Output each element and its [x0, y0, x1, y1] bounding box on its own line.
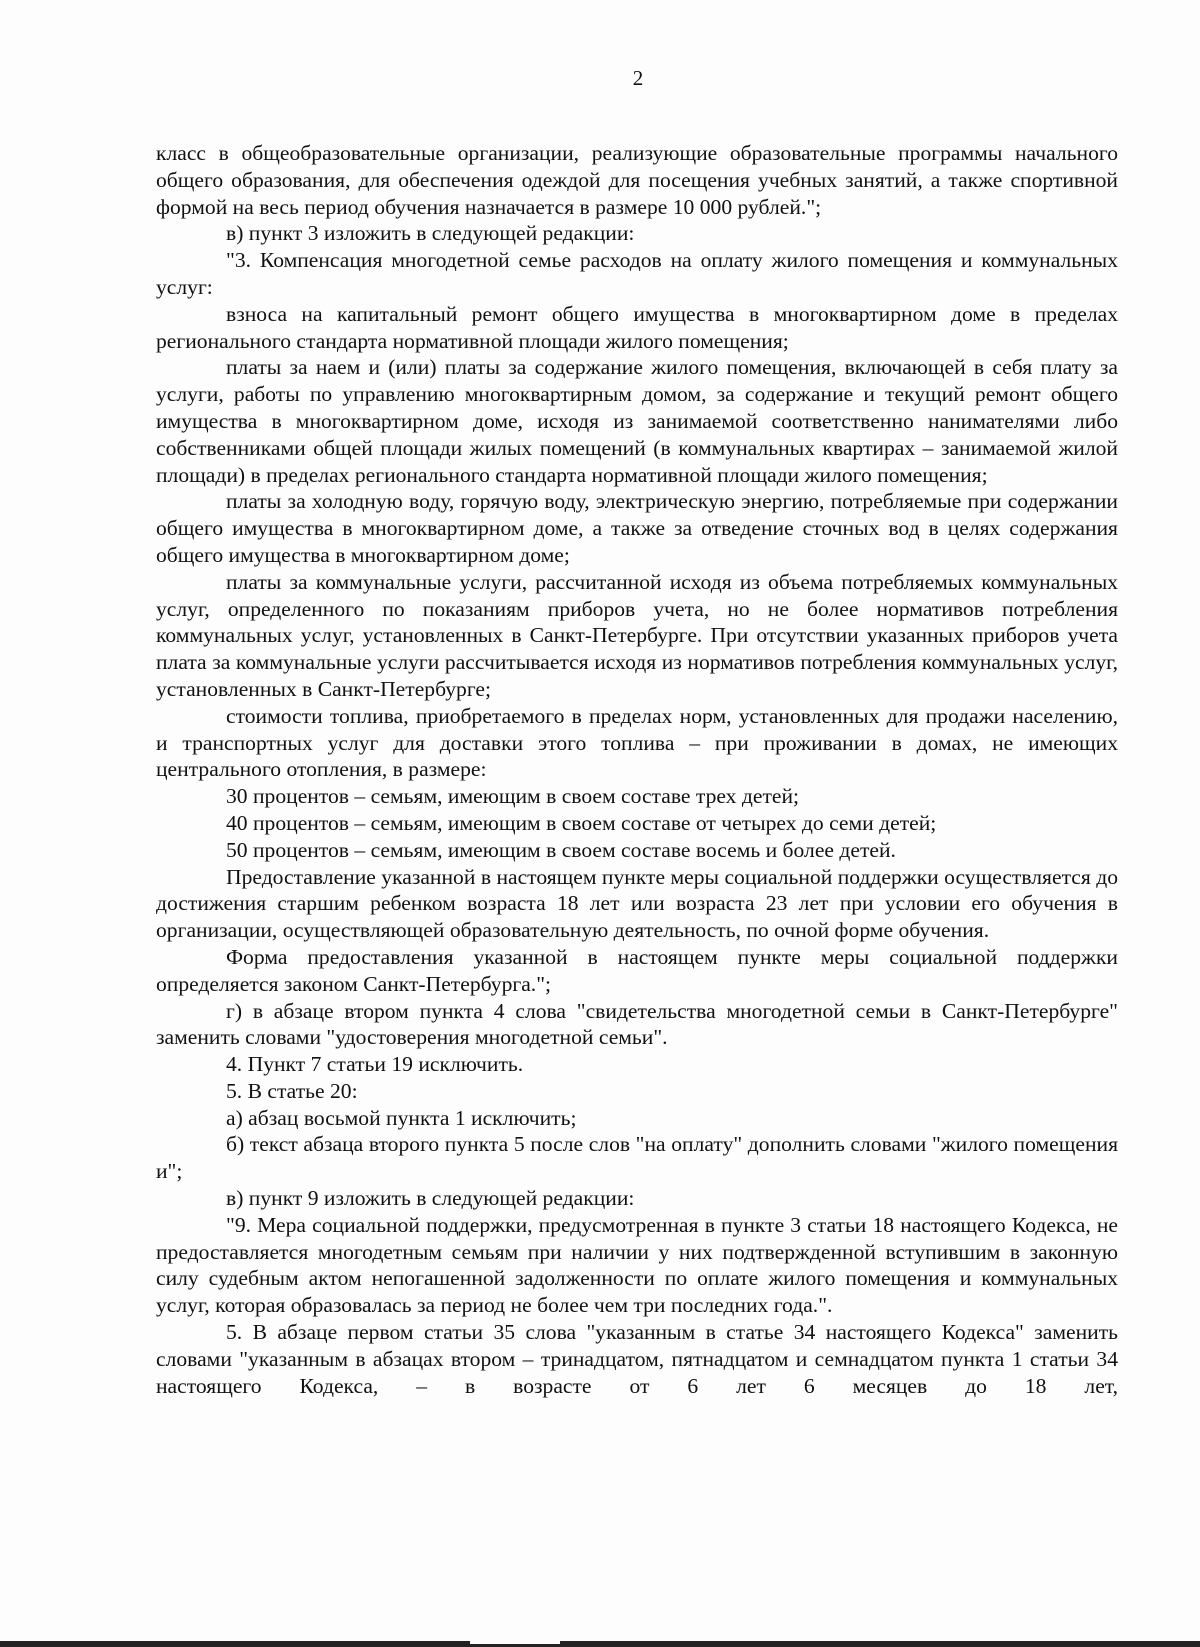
- paragraph: 4. Пункт 7 статьи 19 исключить.: [226, 1052, 524, 1077]
- paragraph: 50 процентов – семьям, имеющим в своем составе восемь и более детей.: [226, 837, 896, 862]
- paragraph: г) в абзаце втором пункта 4 слова "свидетельства многодетной семьи в Санкт-Петербурге" заменить словами "удостоверения многодетной семьи".: [156, 998, 1118, 1050]
- paragraph: в) пункт 9 изложить в следующей редакции:: [226, 1186, 635, 1211]
- page-number: 2: [632, 66, 644, 90]
- paragraph: платы за наем и (или) платы за содержание жилого помещения, включающей в себя плату за услуги, работы по управлению многоквартирным домом, за содержание и текущий ремонт общего имущества в многоквартирном доме, исходя из занимаемой соответственно нанимателями либо собственниками общей площади жилых помещений (в коммунальных квартирах – занимаемой жилой площади) в пределах регионального стандарта нормативной площади жилого помещения;: [156, 355, 1118, 487]
- scan-edge-gap: [470, 1641, 560, 1644]
- paragraph: 30 процентов – семьям, имеющим в своем составе трех детей;: [226, 784, 800, 809]
- paragraph: платы за коммунальные услуги, рассчитанной исходя из объема потребляемых коммунальных услуг, определенного по показаниям приборов учета, но не более нормативов потребления коммунальных услуг, установленных в Санкт-Петербурге. При отсутствии указанных приборов учета плата за коммунальные услуги рассчитывается исходя из нормативов потребления коммунальных услуг, установленных в Санкт-Петербурге;: [156, 569, 1118, 701]
- paragraph: 40 процентов – семьям, имеющим в своем составе от четырех до семи детей;: [226, 810, 937, 835]
- paragraph: класс в общеобразовательные организации, реализующие образовательные программы начального общего образования, для обеспечения одеждой для посещения учебных занятий, а также спортивной формой на весь период обучения назначается в размере 10 000 рублей.";: [156, 141, 1118, 219]
- scan-edge-line: [0, 1641, 1200, 1647]
- paragraph: в) пункт 3 изложить в следующей редакции:: [226, 221, 635, 246]
- paragraph: а) абзац восьмой пункта 1 исключить;: [226, 1105, 577, 1130]
- paragraph: взноса на капитальный ремонт общего имущества в многоквартирном доме в пределах регионального стандарта нормативной площади жилого помещения;: [156, 301, 1118, 353]
- paragraph: "3. Компенсация многодетной семье расходов на оплату жилого помещения и коммунальных услуг:: [156, 248, 1118, 299]
- paragraph: Форма предоставления указанной в настоящем пункте меры социальной поддержки определяется законом Санкт-Петербурга.";: [156, 944, 1118, 996]
- paragraph: стоимости топлива, приобретаемого в пределах норм, установленных для продажи населению, и транспортных услуг для доставки этого топлива – при проживании в домах, не имеющих центрального отопления, в размере:: [156, 703, 1118, 782]
- paragraph: 5. В абзаце первом статьи 35 слова "указанным в статье 34 настоящего Кодекса" заменить словами "указанным в абзацах втором – тринадцатом, пятнадцатом и семнадцатом пункта 1 статьи 34 настоящего Кодекса, – в возрасте от 6 лет 6 месяцев до 18 лет,: [156, 1320, 1118, 1398]
- paragraph: "9. Мера социальной поддержки, предусмотренная в пункте 3 статьи 18 настоящего Кодекса, не предоставляется многодетным семьям при наличии у них подтвержденной вступившим в законную силу судебным актом непогашенной задолженности по оплате жилого помещения и коммунальных услуг, которая образовалась за период не более чем три последних года.".: [156, 1212, 1118, 1318]
- paragraph: платы за холодную воду, горячую воду, электрическую энергию, потребляемые при содержании общего имущества в многоквартирном доме, а также за отведение сточных вод в целях содержания общего имущества в многоквартирном доме;: [156, 489, 1118, 567]
- paragraph: Предоставление указанной в настоящем пункте меры социальной поддержки осуществляется до достижения старшим ребенком возраста 18 лет или возраста 23 лет при условии его обучения в организации, осуществляющей образовательную деятельность, по очной форме обучения.: [156, 864, 1118, 943]
- paragraph: 5. В статье 20:: [226, 1078, 358, 1103]
- paragraph: б) текст абзаца второго пункта 5 после слов "на оплату" дополнить словами "жилого помещения и";: [156, 1132, 1118, 1184]
- document-body: [156, 140, 1118, 1399]
